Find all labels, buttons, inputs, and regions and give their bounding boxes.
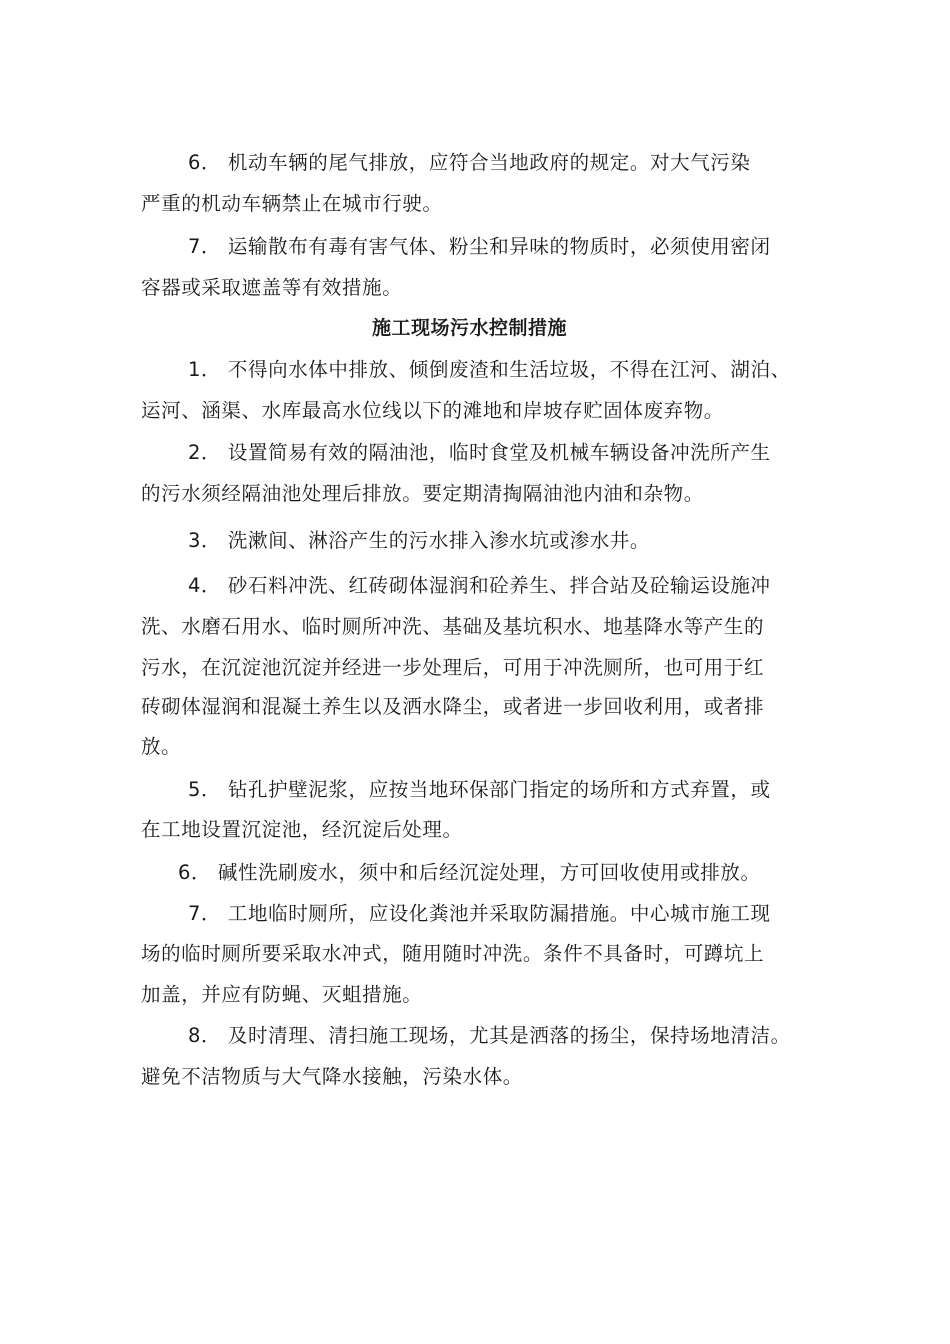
top-item-6-line-2: 严重的机动车辆禁止在城市行驶。	[141, 192, 443, 215]
item-7-line-2: 场的临时厕所要采取水冲式，随用随时冲洗。条件不具备时，可蹲坑上	[141, 942, 765, 965]
top-item-6-line-1: 6． 机动车辆的尾气排放，应符合当地政府的规定。对大气污染	[188, 151, 751, 174]
item-6-line-1: 6． 碱性洗刷废水，须中和后经沉淀处理，方可回收使用或排放。	[178, 861, 761, 884]
item-8-line-2: 避免不洁物质与大气降水接触，污染水体。	[141, 1065, 523, 1088]
item-4-line-2: 洗、水磨石用水、临时厕所冲洗、基础及基坑积水、地基降水等产生的	[141, 615, 765, 638]
item-4-line-3: 污水，在沉淀池沉淀并经进一步处理后，可用于冲洗厕所，也可用于红	[141, 656, 765, 679]
item-4-line-5: 放。	[141, 735, 182, 758]
top-item-7-line-2: 容器或采取遮盖等有效措施。	[141, 276, 403, 299]
item-2-line-2: 的污水须经隔油池处理后排放。要定期清掏隔油池内油和杂物。	[141, 482, 704, 505]
section-title: 施工现场污水控制措施	[372, 317, 568, 339]
item-7-line-3: 加盖，并应有防蝇、灭蛆措施。	[141, 983, 423, 1006]
item-2-line-1: 2． 设置简易有效的隔油池，临时食堂及机械车辆设备冲洗所产生	[188, 441, 771, 464]
item-5-line-2: 在工地设置沉淀池，经沉淀后处理。	[141, 818, 463, 841]
item-8-line-1: 8． 及时清理、清扫施工现场，尤其是洒落的扬尘，保持场地清洁。	[188, 1024, 791, 1047]
item-1-line-1: 1． 不得向水体中排放、倾倒废渣和生活垃圾，不得在江河、湖泊、	[188, 358, 791, 381]
item-4-line-4: 砖砌体湿润和混凝土养生以及洒水降尘，或者进一步回收利用，或者排	[141, 695, 765, 718]
item-3-line-1: 3． 洗漱间、淋浴产生的污水排入渗水坑或渗水井。	[188, 529, 651, 552]
item-5-line-1: 5． 钻孔护壁泥浆，应按当地环保部门指定的场所和方式弃置，或	[188, 778, 771, 801]
item-4-line-1: 4． 砂石料冲洗、红砖砌体湿润和砼养生、拌合站及砼输运设施冲	[188, 574, 771, 597]
item-1-line-2: 运河、涵渠、水库最高水位线以下的滩地和岸坡存贮固体废弃物。	[141, 399, 724, 422]
top-item-7-line-1: 7． 运输散布有毒有害气体、粉尘和异味的物质时，必须使用密闭	[188, 235, 771, 258]
item-7-line-1: 7． 工地临时厕所，应设化粪池并采取防漏措施。中心城市施工现	[188, 902, 771, 925]
